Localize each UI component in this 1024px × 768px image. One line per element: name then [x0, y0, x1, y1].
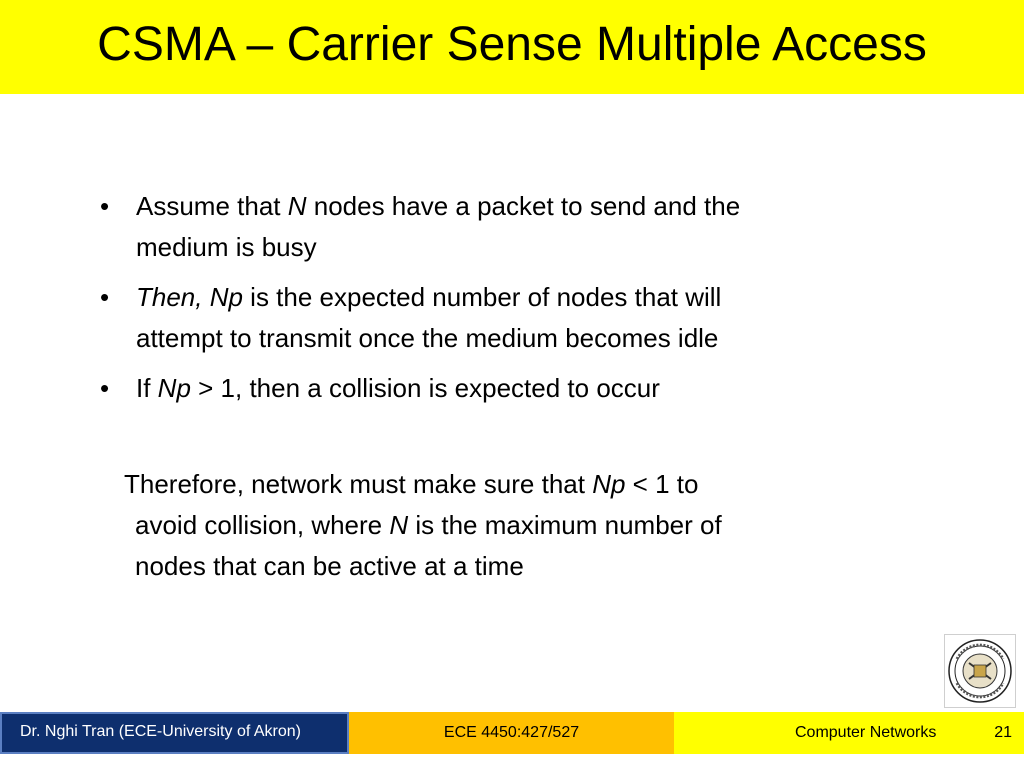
bullet-item: [96, 277, 896, 359]
bullet-text: > 1, then a collision is expected to occur: [190, 373, 660, 403]
paragraph-text: avoid collision, where: [135, 510, 390, 540]
paragraph-line: [124, 505, 864, 546]
bullet-text-italic: Then, Np: [136, 282, 243, 312]
university-seal-graphic: [945, 635, 1015, 707]
slide-title: CSMA – Carrier Sense Multiple Access: [97, 18, 927, 71]
title-bar: [0, 0, 1024, 94]
footer: [0, 712, 1024, 754]
paragraph-text-italic: Np: [592, 469, 626, 499]
bullet-dot-icon: •: [100, 373, 110, 403]
paragraph-text-italic: N: [389, 510, 409, 540]
bullet-text: nodes have a packet to send and the: [306, 191, 741, 221]
footer-author: Dr. Nghi Tran (ECE-University of Akron): [20, 723, 301, 740]
bullet-text-italic: N: [287, 191, 307, 221]
bullet-text: attempt to transmit once the medium becomes idle: [136, 323, 719, 353]
bullet-text: If: [136, 373, 158, 403]
paragraph-text: is the maximum number of: [408, 510, 722, 540]
footer-course-name: Computer Networks: [795, 724, 937, 741]
bullet-text: Assume that: [136, 191, 288, 221]
footer-author-box: [0, 712, 349, 754]
bullet-list: [96, 186, 896, 418]
footer-course-code-box: [349, 712, 674, 754]
paragraph-line: [124, 546, 864, 587]
footer-course-code: ECE 4450:427/527: [443, 724, 580, 741]
bullet-item: [96, 368, 896, 409]
bullet-item: [96, 186, 896, 268]
bullet-text: is the expected number of nodes that will: [242, 282, 722, 312]
paragraph-text: nodes that can be active at a time: [135, 551, 524, 581]
paragraph-text: Therefore, network must make sure that: [124, 469, 593, 499]
footer-course-box: [674, 712, 1024, 754]
bullet-text-italic: Np: [157, 373, 191, 403]
bullet-dot-icon: •: [100, 282, 110, 312]
university-seal-icon: [944, 634, 1016, 708]
bullet-text: medium is busy: [136, 232, 317, 262]
conclusion-paragraph: [124, 464, 864, 587]
paragraph-text: < 1 to: [625, 469, 699, 499]
slide-number: 21: [994, 724, 1012, 741]
bullet-dot-icon: •: [100, 191, 110, 221]
